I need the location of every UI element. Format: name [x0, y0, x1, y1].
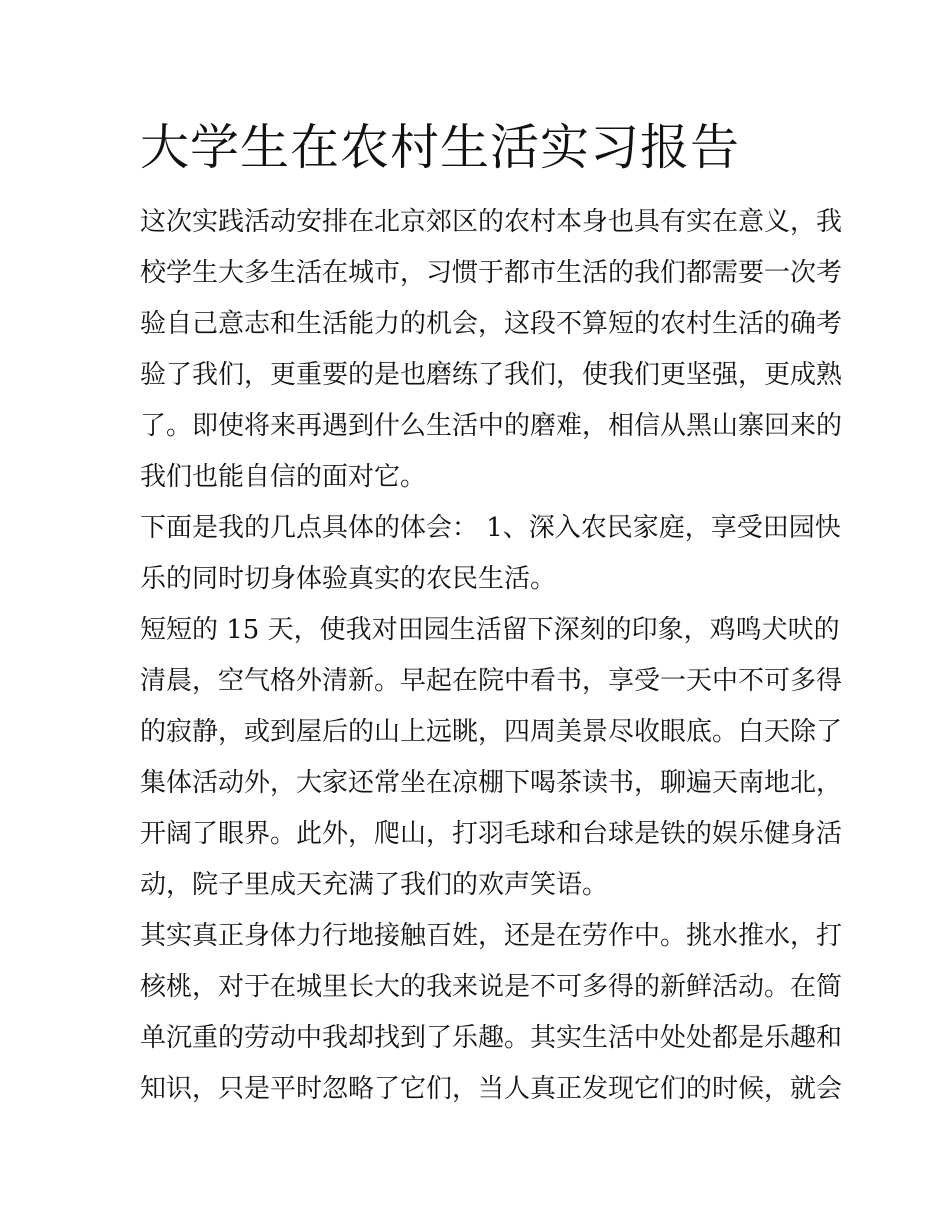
text-line: 校学生大多生活在城市，习惯于都市生活的我们都需要一次考 [140, 258, 843, 288]
document-body [140, 197, 843, 1115]
text-line: 动，院子里成天充满了我们的欢声笑语。 [140, 870, 609, 900]
text-line: 了。即使将来再遇到什么生活中的磨难，相信从黑山寨回来的 [140, 411, 843, 441]
text-line: 清晨，空气格外清新。早起在院中看书，享受一天中不可多得 [140, 666, 843, 696]
text-line: 我们也能自信的面对它。 [140, 462, 427, 492]
text-line: 这次实践活动安排在北京郊区的农村本身也具有实在意义，我 [140, 207, 843, 237]
document-title: 大学生在农村生活实习报告 [140, 119, 741, 176]
paragraph-3 [140, 605, 843, 911]
text-line: 核桃，对于在城里长大的我来说是不可多得的新鲜活动。在简 [140, 972, 843, 1002]
text-line: 短短的 15 天，使我对田园生活留下深刻的印象，鸡鸣犬吠的 [140, 615, 840, 645]
text-line: 其实真正身体力行地接触百姓，还是在劳作中。挑水推水，打 [140, 921, 843, 951]
paragraph-4 [140, 911, 843, 1115]
text-line: 下面是我的几点具体的体会： 1、深入农民家庭，享受田园快 [140, 513, 841, 543]
text-line: 开阔了眼界。此外，爬山，打羽毛球和台球是铁的娱乐健身活 [140, 819, 843, 849]
text-line: 验自己意志和生活能力的机会，这段不算短的农村生活的确考 [140, 309, 843, 339]
paragraph-1 [140, 197, 843, 503]
text-line: 知识，只是平时忽略了它们，当人真正发现它们的时候，就会 [140, 1074, 843, 1104]
text-line: 的寂静，或到屋后的山上远眺，四周美景尽收眼底。白天除了 [140, 717, 843, 747]
text-line: 验了我们，更重要的是也磨练了我们，使我们更坚强，更成熟 [140, 360, 843, 390]
text-line: 单沉重的劳动中我却找到了乐趣。其实生活中处处都是乐趣和 [140, 1023, 843, 1053]
text-line: 乐的同时切身体验真实的农民生活。 [140, 564, 557, 594]
paragraph-2 [140, 503, 841, 605]
text-line: 集体活动外，大家还常坐在凉棚下喝茶读书，聊遍天南地北， [140, 768, 843, 798]
